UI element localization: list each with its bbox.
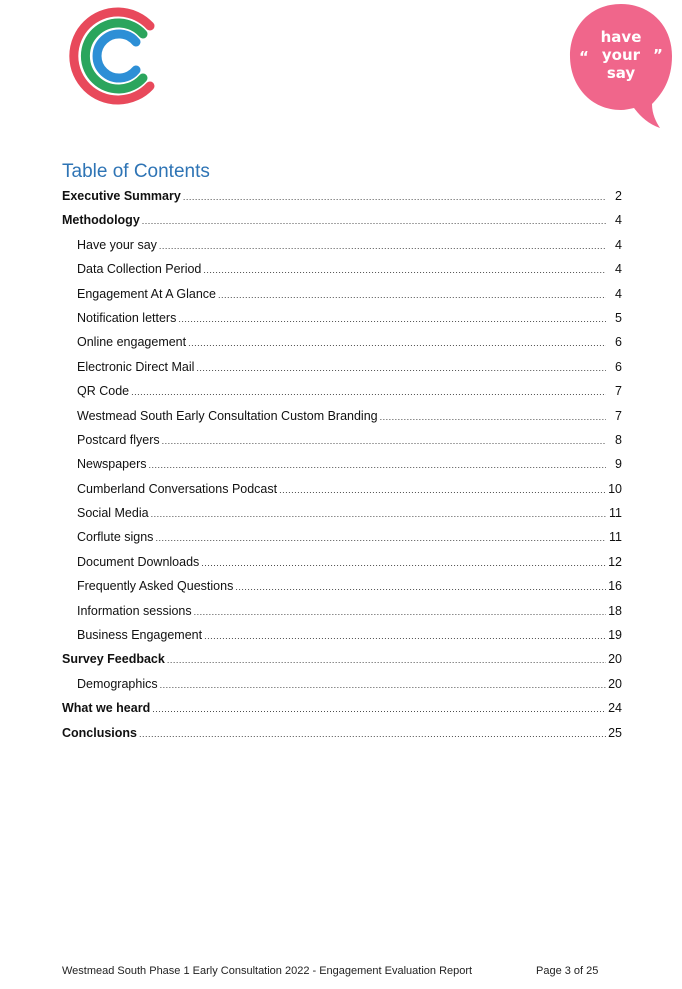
logo-text-your: your [601, 46, 641, 64]
toc-entry-label: Conclusions [62, 725, 138, 740]
toc-entry[interactable] [62, 257, 622, 281]
toc-dot-leader [279, 478, 606, 502]
toc-dot-leader [196, 356, 606, 380]
toc-entry-label: Demographics [77, 676, 158, 691]
toc-entry[interactable] [62, 233, 622, 257]
toc-entry-page: 11 [609, 506, 622, 521]
toc-dot-leader [178, 307, 606, 331]
toc-entry-page: 4 [615, 237, 622, 252]
toc-dot-leader [160, 673, 606, 697]
toc-entry-label: Executive Summary [62, 189, 181, 203]
toc-entry-label: What we heard [62, 701, 151, 716]
svg-text:”: ” [653, 46, 663, 64]
toc-entry-label: Engagement At A Glance [77, 286, 216, 301]
toc-entry-label: Postcard flyers [77, 432, 160, 447]
toc-list [62, 184, 622, 745]
toc-entry-label: Electronic Direct Mail [77, 359, 195, 374]
toc-dot-leader [204, 624, 606, 648]
toc-entry-label: Social Media [77, 506, 149, 521]
toc-dot-leader [159, 234, 606, 258]
toc-entry-page: 18 [608, 603, 622, 618]
toc-entry-page: 5 [615, 310, 622, 325]
toc-entry[interactable] [62, 477, 622, 501]
toc-dot-leader [155, 526, 606, 550]
toc-dot-leader [183, 185, 606, 209]
toc-dot-leader [235, 575, 606, 599]
toc-entry-page: 7 [615, 408, 622, 423]
toc-entry-label: Methodology [62, 213, 140, 228]
toc-entry-page: 4 [615, 262, 622, 277]
toc-entry[interactable] [62, 330, 622, 354]
toc-entry-page: 10 [608, 481, 622, 496]
toc-entry[interactable] [62, 501, 622, 525]
toc-entry[interactable] [62, 452, 622, 476]
toc-entry-page: 19 [608, 628, 622, 643]
cumberland-c-logo-icon [64, 4, 164, 108]
toc-entry[interactable] [62, 184, 622, 208]
toc-entry-page: 24 [608, 701, 622, 716]
toc-entry[interactable] [62, 550, 622, 574]
footer-report-title: Westmead South Phase 1 Early Consultation 2022 - Engagement Evaluation Report [62, 965, 473, 977]
toc-entry[interactable] [62, 623, 622, 647]
toc-entry-label: Corflute signs [77, 530, 154, 545]
toc-entry-label: Online engagement [77, 335, 187, 350]
toc-entry[interactable] [62, 525, 622, 549]
toc-entry[interactable] [62, 306, 622, 330]
toc-entry-page: 6 [615, 335, 622, 350]
toc-entry-label: Westmead South Early Consultation Custom Branding [77, 408, 378, 423]
toc-entry-label: Cumberland Conversations Podcast [77, 481, 278, 496]
footer-page-number: Page 3 of 25 [536, 965, 599, 977]
toc-entry[interactable] [62, 355, 622, 379]
toc-entry-page: 20 [608, 676, 622, 691]
toc-entry[interactable] [62, 672, 622, 696]
toc-entry[interactable] [62, 404, 622, 428]
toc-dot-leader [203, 258, 606, 282]
svg-text:“: “ [579, 48, 589, 66]
toc-dot-leader [151, 502, 606, 526]
toc-entry-page: 4 [615, 213, 622, 228]
toc-entry[interactable] [62, 282, 622, 306]
toc-dot-leader [148, 453, 606, 477]
logo-text-say: say [606, 64, 636, 82]
toc-entry-page: 6 [615, 359, 622, 374]
toc-entry[interactable] [62, 574, 622, 598]
toc-dot-leader [142, 209, 606, 233]
toc-entry-page: 2 [615, 189, 622, 203]
toc-entry-page: 11 [609, 530, 622, 545]
toc-dot-leader [152, 697, 606, 721]
toc-entry-label: Frequently Asked Questions [77, 579, 234, 594]
toc-entry-label: Notification letters [77, 310, 177, 325]
toc-entry-label: Document Downloads [77, 554, 200, 569]
toc-entry[interactable] [62, 428, 622, 452]
toc-entry-label: QR Code [77, 384, 130, 399]
toc-entry[interactable] [62, 379, 622, 403]
toc-dot-leader [167, 648, 606, 672]
have-your-say-logo-icon [566, 2, 676, 130]
toc-entry[interactable] [62, 599, 622, 623]
toc-entry-label: Have your say [77, 237, 157, 252]
toc-entry[interactable] [62, 208, 622, 232]
logo-text-have: have [600, 28, 642, 46]
toc-dot-leader [131, 380, 606, 404]
toc-dot-leader [201, 551, 606, 575]
toc-entry-label: Newspapers [77, 457, 147, 472]
toc-entry[interactable] [62, 721, 622, 745]
toc-entry-label: Data Collection Period [77, 262, 202, 277]
toc-entry-page: 9 [615, 457, 622, 472]
toc-dot-leader [162, 429, 606, 453]
toc-dot-leader [194, 600, 606, 624]
toc-entry-label: Information sessions [77, 603, 192, 618]
toc-dot-leader [380, 405, 606, 429]
toc-entry[interactable] [62, 696, 622, 720]
toc-dot-leader [188, 331, 606, 355]
toc-entry-label: Business Engagement [77, 628, 203, 643]
toc-entry-label: Survey Feedback [62, 652, 165, 667]
toc-entry-page: 8 [615, 432, 622, 447]
toc-entry-page: 16 [608, 579, 622, 594]
toc-entry-page: 7 [615, 384, 622, 399]
toc-dot-leader [139, 722, 606, 746]
toc-entry-page: 20 [608, 652, 622, 667]
toc-entry-page: 12 [608, 554, 622, 569]
toc-entry-page: 4 [615, 286, 622, 301]
toc-entry-page: 25 [608, 725, 622, 740]
toc-title: Table of Contents [62, 161, 210, 182]
toc-entry[interactable] [62, 647, 622, 671]
toc-dot-leader [218, 283, 606, 307]
